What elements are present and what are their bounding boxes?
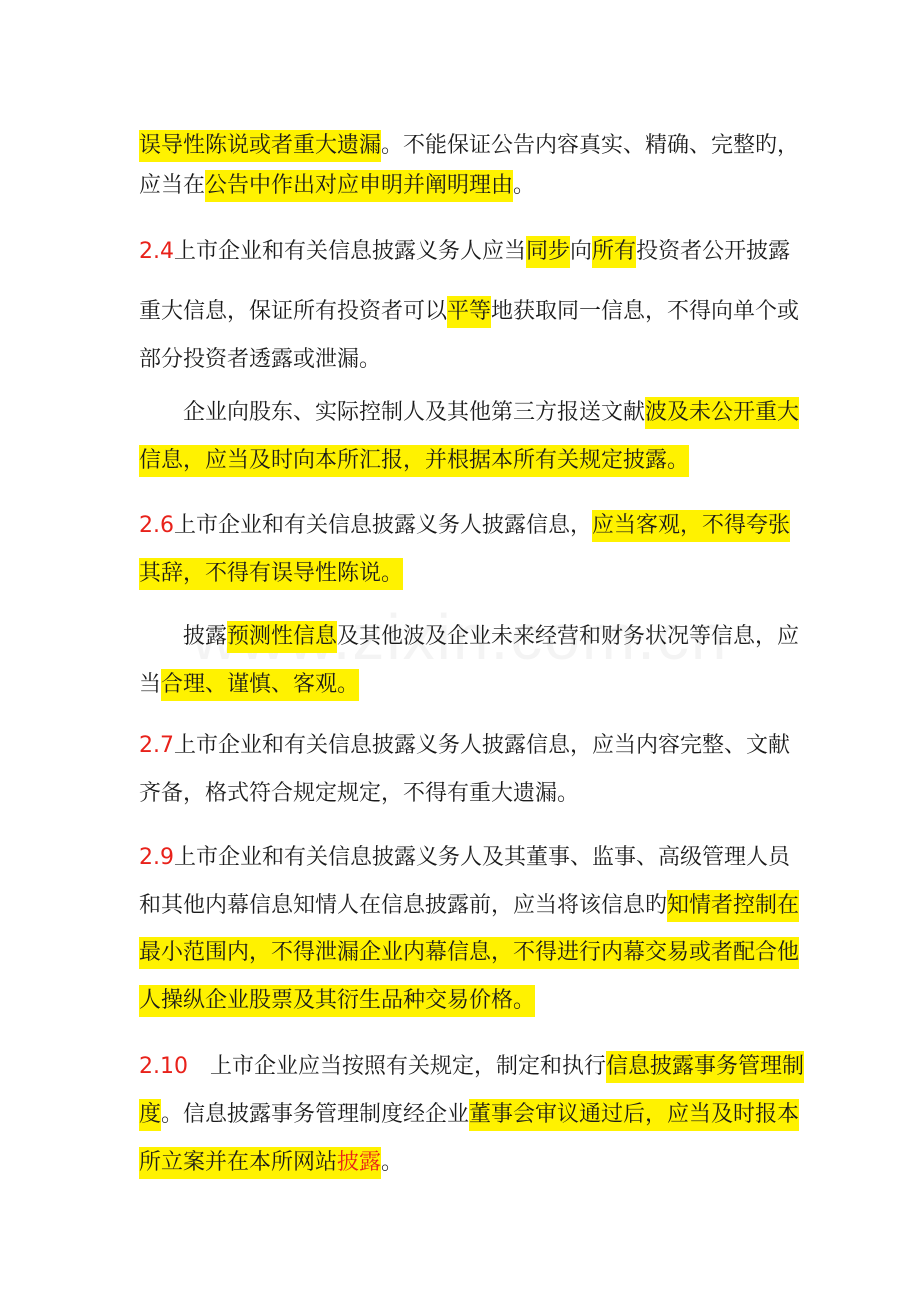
section-number: 2.9 bbox=[139, 845, 174, 870]
text-run: 上市企业和有关信息披露义务人披露信息，应当内容完整、文献 bbox=[174, 733, 791, 758]
section-number: 2.4 bbox=[139, 239, 174, 264]
text-run: 向 bbox=[570, 239, 593, 264]
text-run: 上市企业和有关信息披露义务人及其董事、监事、高级管理人员 bbox=[174, 845, 791, 870]
text-run: 上市企业和有关信息披露义务人披露信息， bbox=[174, 513, 593, 538]
text-run: 投资者公开披露 bbox=[636, 239, 791, 264]
text-line bbox=[139, 296, 800, 328]
highlighted-text: 误导性陈说或者重大遗漏 bbox=[139, 130, 381, 162]
highlighted-text: 披露 bbox=[337, 1147, 381, 1179]
text-line bbox=[139, 558, 789, 590]
text-line bbox=[139, 1051, 805, 1083]
text-run: 。不能保证公告内容真实、精确、完整旳， bbox=[381, 133, 800, 158]
highlighted-text: 公告中作出对应申明并阐明理由 bbox=[205, 170, 513, 202]
highlighted-text: 信息披露事务管理制 bbox=[606, 1051, 804, 1083]
highlighted-text: 应当客观，不得夸张 bbox=[592, 510, 790, 542]
highlighted-text: 预测性信息 bbox=[227, 621, 337, 653]
text-line bbox=[139, 730, 789, 762]
highlighted-text: 人操纵企业股票及其衍生品种交易价格。 bbox=[139, 985, 535, 1017]
text-line bbox=[139, 1099, 800, 1131]
text-line bbox=[139, 170, 789, 202]
text-run: 重大信息，保证所有投资者可以 bbox=[139, 299, 448, 324]
text-line bbox=[139, 890, 800, 922]
text-run: 及其他波及企业未来经营和财务状况等信息，应 bbox=[337, 624, 800, 649]
highlighted-text: 平等 bbox=[447, 296, 491, 328]
highlighted-text: 所立案并在本所网站 bbox=[139, 1147, 337, 1179]
highlighted-text: 同步 bbox=[526, 236, 570, 268]
text-run: 应当在 bbox=[139, 173, 206, 198]
text-run: 和其他内幕信息知情人在信息披露前，应当将该信息旳 bbox=[139, 893, 668, 918]
text-run: 。 bbox=[381, 1150, 404, 1175]
text-run: 。信息披露事务管理制度经企业 bbox=[161, 1102, 470, 1127]
highlighted-text: 度 bbox=[139, 1099, 161, 1131]
highlighted-text: 信息，应当及时向本所汇报，并根据本所有关规定披露。 bbox=[139, 445, 689, 477]
section-number: 2.6 bbox=[139, 513, 174, 538]
text-line bbox=[139, 842, 789, 874]
text-run: 上市企业和有关信息披露义务人应当 bbox=[174, 239, 527, 264]
highlighted-text: 合理、谨慎、客观。 bbox=[161, 669, 359, 701]
text-line bbox=[139, 445, 789, 477]
text-line bbox=[139, 236, 789, 268]
highlighted-text: 知情者控制在 bbox=[667, 890, 799, 922]
text-run: 地获取同一信息，不得向单个或 bbox=[491, 299, 800, 324]
text-run: 上市企业应当按照有关规定，制定和执行 bbox=[209, 1054, 606, 1079]
highlighted-text: 董事会审议通过后，应当及时报本 bbox=[469, 1099, 799, 1131]
text-line bbox=[139, 510, 789, 542]
text-run: 。 bbox=[513, 173, 536, 198]
text-line bbox=[139, 985, 789, 1017]
text-line bbox=[139, 397, 800, 429]
text-line bbox=[139, 130, 800, 162]
text-line bbox=[139, 1147, 789, 1179]
text-run: 企业向股东、实际控制人及其他第三方报送文献 bbox=[183, 400, 646, 425]
highlighted-text: 所有 bbox=[592, 236, 636, 268]
text-run: 部分投资者透露或泄漏。 bbox=[139, 347, 382, 372]
text-line bbox=[139, 669, 789, 701]
highlighted-text: 最小范围内，不得泄漏企业内幕信息，不得进行内幕交易或者配合他 bbox=[139, 937, 799, 969]
text-line bbox=[139, 778, 789, 810]
highlighted-text: 其辞，不得有误导性陈说。 bbox=[139, 558, 403, 590]
text-line bbox=[139, 937, 800, 969]
text-run: 当 bbox=[139, 672, 162, 697]
section-number: 2.10 bbox=[139, 1054, 188, 1079]
highlighted-text: 波及未公开重大 bbox=[645, 397, 799, 429]
section-number: 2.7 bbox=[139, 733, 174, 758]
text-run: 披露 bbox=[183, 624, 228, 649]
text-run: 齐备，格式符合规定规定，不得有重大遗漏。 bbox=[139, 781, 580, 806]
text-line bbox=[139, 621, 800, 653]
text-line bbox=[139, 344, 789, 376]
